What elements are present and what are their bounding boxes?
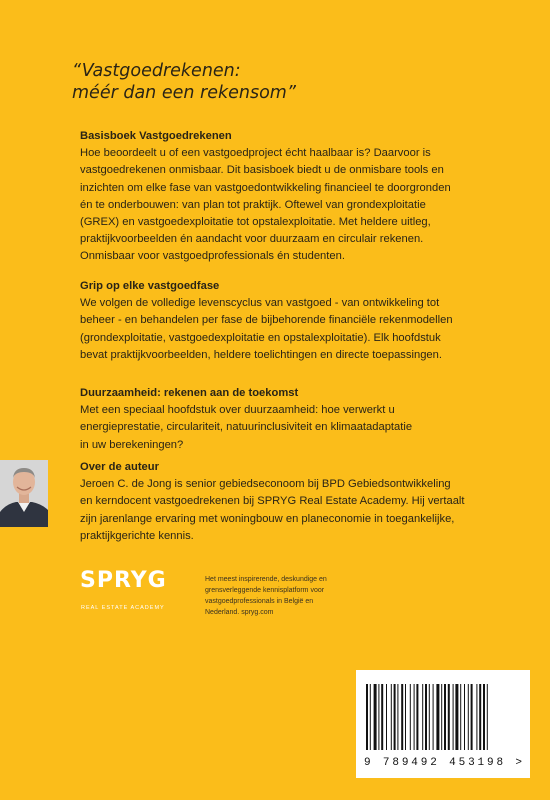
barcode-bar <box>410 684 411 750</box>
body-line: vastgoedrekenen onmisbaar. Dit basisboek biedt u de onmisbare tools en <box>80 164 444 177</box>
barcode-bar <box>374 684 377 750</box>
barcode-bar <box>370 684 371 750</box>
barcode-bar <box>483 684 485 750</box>
barcode-bar <box>471 684 473 750</box>
barcode-bar <box>394 684 396 750</box>
author-portrait-svg <box>0 460 48 527</box>
logo-blurb <box>205 574 425 618</box>
blurb-line: vastgoedprofessionals in België en <box>205 598 314 605</box>
barcode-bar <box>453 684 454 750</box>
barcode-bar <box>436 684 439 750</box>
body-line: in uw berekeningen? <box>80 438 184 451</box>
body-line: Onmisbaar voor vastgoedprofessionals én studenten. <box>80 250 345 263</box>
section-duurzaamheid <box>80 385 500 454</box>
section-title: Grip op elke vastgoedfase <box>80 280 220 292</box>
barcode-digits: 9 789492 453198 > <box>364 757 522 769</box>
barcode-bar <box>425 684 427 750</box>
body-line: Met een speciaal hoofdstuk over duurzaamheid: hoe verwerkt u <box>80 404 395 417</box>
body-line: We volgen de volledige levenscyclus van vastgoed - van ontwikkeling tot <box>80 297 440 310</box>
barcode-bar <box>405 684 406 750</box>
logo-tagline: REAL ESTATE ACADEMY <box>81 605 165 611</box>
barcode-bar <box>397 684 398 750</box>
body-line: (grondexploitatie, vastgoedexploitatie en opstalexploitatie). Elk hoofdstuk <box>80 331 441 344</box>
barcode-bar <box>464 684 465 750</box>
section-body <box>80 295 500 364</box>
body-line: én te onderbouwen: van plan tot praktijk. Oftewel van grondexploitatie <box>80 198 426 211</box>
barcode-bar <box>448 684 450 750</box>
barcode-bar <box>429 684 430 750</box>
barcode-bar <box>381 684 383 750</box>
spryg-logo <box>80 568 180 616</box>
body-line: energieprestatie, circulariteit, natuurinclusiviteit en klimaatadaptatie <box>80 421 413 434</box>
section-basisboek <box>80 128 500 266</box>
body-line: inzichten om elke fase van vastgoedontwikkeling financieel te doorgronden <box>80 181 451 194</box>
section-body <box>80 402 500 454</box>
body-line: zijn jarenlange ervaring met woningbouw en planeconomie in toegankelijke, <box>80 512 455 525</box>
barcode-bar <box>414 684 415 750</box>
barcode-bar <box>487 684 488 750</box>
body-line: beheer - en behandelen per fase de bijbehorende financiële rekenmodellen <box>80 314 453 327</box>
body-line: en kerndocent vastgoedrekenen bij SPRYG Real Estate Academy. Hij vertaalt <box>80 495 465 508</box>
section-title: Duurzaamheid: rekenen aan de toekomst <box>80 387 299 399</box>
barcode-bar <box>441 684 442 750</box>
body-line: (GREX) en vastgoedexploitatie tot opstalexploitatie. Met heldere uitleg, <box>80 216 431 229</box>
barcode-bar <box>460 684 461 750</box>
body-line: Hoe beoordeelt u of een vastgoedproject écht haalbaar is? Daarvoor is <box>80 147 431 160</box>
section-title: Basisboek Vastgoedrekenen <box>80 130 232 142</box>
barcode-bar <box>378 684 379 750</box>
body-line: praktijkgerichte kennis. <box>80 529 194 542</box>
barcode-bar <box>476 684 477 750</box>
section-grip <box>80 278 500 364</box>
barcode-svg <box>356 670 530 778</box>
section-body <box>80 145 500 265</box>
barcode-bar <box>455 684 458 750</box>
author-portrait-icon <box>0 460 48 527</box>
barcode-bar <box>433 684 434 750</box>
section-auteur <box>80 459 500 545</box>
barcode-bar <box>401 684 403 750</box>
barcode-bar <box>444 684 446 750</box>
quote-line-1: “Vastgoedrekenen: <box>72 61 241 81</box>
cover-quote <box>72 60 296 104</box>
quote-line-2: méér dan een rekensom” <box>72 83 296 103</box>
barcode-icon <box>356 670 530 778</box>
barcode-bar <box>391 684 392 750</box>
barcode-bar <box>386 684 387 750</box>
barcode-bar <box>366 684 368 750</box>
body-line: Jeroen C. de Jong is senior gebiedseconoom bij BPD Gebiedsontwikkeling <box>80 478 451 491</box>
section-body <box>80 476 500 545</box>
body-line: praktijkvoorbeelden én aandacht voor duurzaam en circulair rekenen. <box>80 233 424 246</box>
blurb-line: Het meest inspirerende, deskundige en <box>205 576 327 583</box>
logo-name: SPRYG <box>80 568 167 593</box>
body-line: bevat praktijkvoorbeelden, heldere toelichtingen en directe toepassingen. <box>80 348 442 361</box>
blurb-line: grensverleggende kennisplatform voor <box>205 587 325 594</box>
barcode-bar <box>479 684 481 750</box>
section-title: Over de auteur <box>80 461 159 473</box>
blurb-line: Nederland. spryg.com <box>205 609 274 616</box>
barcode-bar <box>468 684 469 750</box>
barcode-bar <box>422 684 423 750</box>
barcode-bar <box>416 684 418 750</box>
